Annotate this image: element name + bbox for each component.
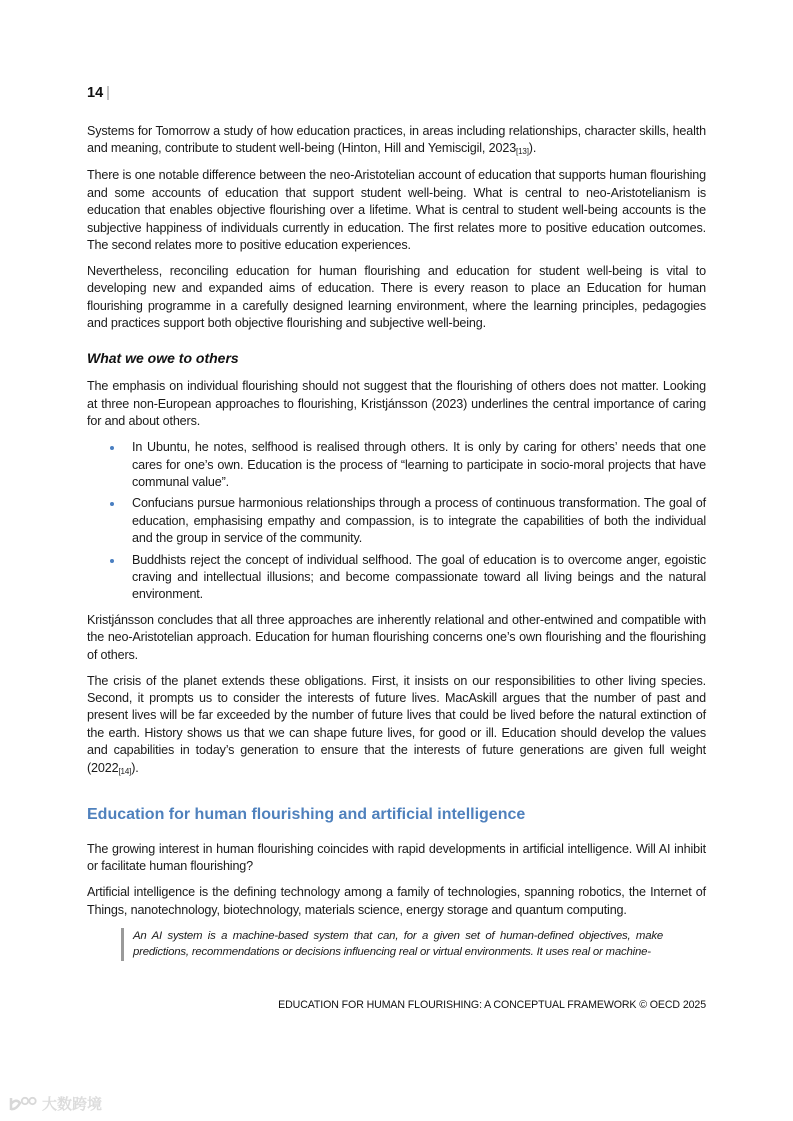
citation-ref-14[interactable]: [14] [118, 766, 132, 776]
page-number-value: 14 [87, 85, 104, 101]
paragraph-crisis-of-planet [87, 673, 706, 778]
paragraph-tail: ). [528, 141, 537, 156]
page-content [87, 123, 706, 961]
watermark-logo-icon [8, 1095, 38, 1113]
bullet-icon [110, 446, 114, 450]
list-item-ubuntu [87, 439, 706, 491]
list-item-text: Confucians pursue harmonious relationships through a process of continuous transformation. The goal of education, emphasising empathy and compassion, is to integrate the capabilities of both the individual and the group in service of the community. [132, 496, 706, 546]
page-footer: EDUCATION FOR HUMAN FLOURISHING: A CONCEPTUAL FRAMEWORK © OECD 2025 [278, 999, 706, 1011]
watermark-text: 大数跨境 [42, 1096, 103, 1113]
subsection-heading: What we owe to others [87, 350, 239, 367]
approaches-list [87, 439, 706, 604]
paragraph-kristjansson-concludes: Kristjánsson concludes that all three approaches are inherently relational and other-entwined and compatible with the neo-Aristotelian approach. Education for human flourishing concerns one’s own flourishing and the flourishing of others. [87, 612, 706, 662]
paragraph-text: Systems for Tomorrow a study of how education practices, in areas including relationships, character skills, health and meaning, contribute to student well-being (Hinton, Hill and Yemiscigil, 2023 [87, 124, 706, 156]
paragraph-growing-interest: The growing interest in human flourishing coincides with rapid developments in artificial intelligence. Will AI inhibit or facilitate human flourishing? [87, 842, 706, 874]
citation-ref-13[interactable]: [13] [516, 147, 529, 157]
list-item-confucians [87, 495, 706, 547]
paragraph-text: The crisis of the planet extends these obligations. First, it insists on our responsibilities to other living species. Second, it prompts us to consider the interests of future lives. MacAskill argues that the number of past and present lives will be far exceeded by the number of future lives that could be lived before the natural extinction of the earth. History shows us that we can shape future lives, for good or ill. Education should develop the values and capabilities in today’s generation to ensure that the interests of future generations are given full weight (2022 [87, 673, 706, 775]
paragraph-systems-for-tomorrow [87, 123, 706, 159]
list-item-text: Buddhists reject the concept of individual selfhood. The goal of education is to overcome anger, egoistic craving and intellectual illusions; and become compassionate toward all living beings and the natural environment. [132, 552, 706, 602]
paragraph-tail: ). [131, 760, 139, 775]
section-heading: Education for human flourishing and artificial intelligence [87, 806, 526, 823]
watermark [8, 1093, 102, 1114]
bullet-icon [110, 559, 114, 563]
ai-definition-quote: An AI system is a machine-based system that can, for a given set of human-defined objectives, make predictions, recommendations or decisions influencing real or virtual environments. It uses real or machine- [121, 928, 663, 961]
page-number [87, 85, 110, 101]
page-number-separator: | [106, 85, 110, 101]
paragraph-defining-technology: Artificial intelligence is the defining technology among a family of technologies, spanning robotics, the Internet of Things, nanotechnology, biotechnology, materials science, energy storage and quantum computing. [87, 885, 706, 917]
paragraph-notable-difference: There is one notable difference between the neo-Aristotelian account of education that supports human flourishing and some accounts of education that support student well-being. What is central to neo-Aristotelianism is education that enables objective flourishing over a lifetime. What is central to student well-being accounts is the subjective happiness of individuals currently in education. The first relates more to positive education outcomes. The second relates more to positive education experiences. [87, 168, 706, 252]
bullet-icon [110, 502, 114, 506]
list-item-buddhists [87, 552, 706, 604]
paragraph-emphasis: The emphasis on individual flourishing should not suggest that the flourishing of others does not matter. Looking at three non-European approaches to flourishing, Kristjánsson (2023) underlines the central importance of caring for and about others. [87, 379, 706, 429]
paragraph-nevertheless: Nevertheless, reconciling education for human flourishing and education for student well-being is vital to developing new and expanded aims of education. There is every reason to place an Education for human flourishing programme in a carefully designed learning environment, where the learning principles, pedagogies and practices support both objective flourishing and subjective well-being. [87, 263, 706, 331]
list-item-text: In Ubuntu, he notes, selfhood is realised through others. It is only by caring for others’ needs that one cares for one’s own. Education is the process of “learning to participate in socio-moral projects that have communal value”. [132, 440, 706, 489]
